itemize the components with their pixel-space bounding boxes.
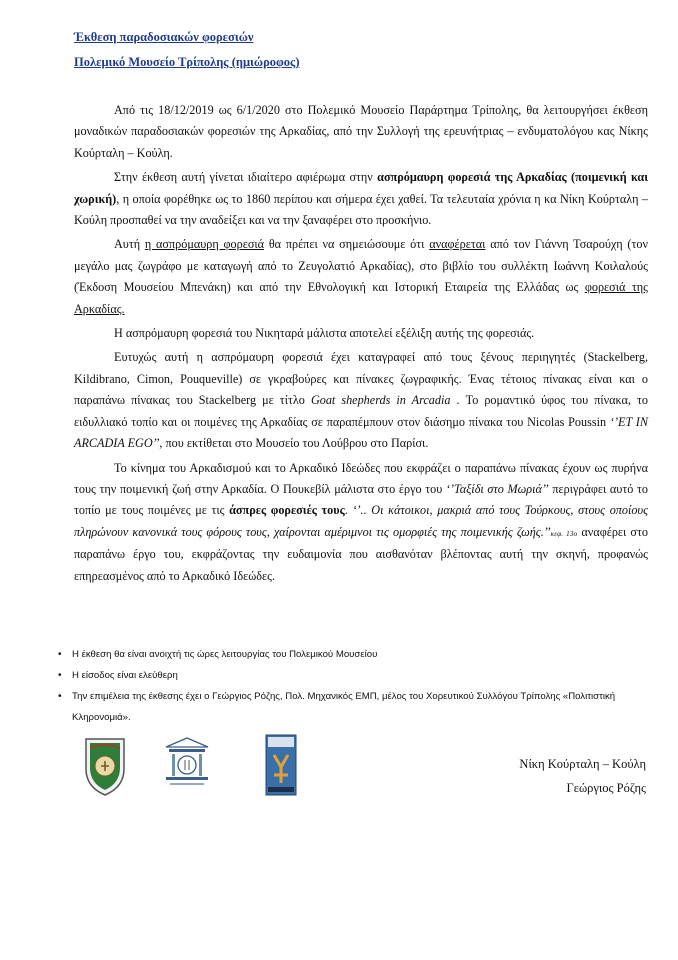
text-run: Το κίνημα του Αρκαδισμού και το Αρκαδικό Ιδεώδες που εκφράζει ο παραπάνω πίνακας έχουν ως πυρήνα τους την ποιμενική ζωή στην Αρκαδία. Ο Πουκεβίλ μάλιστα στο έργο του [74, 460, 648, 496]
logo-row [80, 733, 320, 797]
book-title: ‘’Ταξίδι στο Μωριά’’ [445, 481, 549, 496]
text-run: , η οποία φορέθηκε ως το 1860 περίπου και σήμερα έχει χαθεί. Τα τελευταία χρόνια η κα Νίκη Κούρταλη – Κούλη προσπαθεί να την αναδείξει και να την ξαναφέρει στο προσκήνιο. [74, 191, 648, 228]
paragraph-6 [74, 458, 648, 587]
painting-title: Goat shepherds in Arcadia [310, 393, 451, 408]
text-run: . [344, 503, 353, 518]
association-emblem [86, 739, 124, 795]
info-bullet-list [58, 644, 648, 728]
list-item: • Η έκθεση θα είναι ανοιχτή τις ώρες λειτουργίας του Πολεμικού Μουσείου [58, 644, 648, 665]
text-run: Ευτυχώς αυτή η ασπρόμαυρη φορεσιά έχει καταγραφεί από τους ξένους περιηγητές (Stackelberg, Kildibrano, Cimon, Pouqueville) σε γκραβούρες και πίνακες ζωγραφικής. Ένας τέτοιος πίνακας είναι και ο παραπάνω πίνακας του Stackelberg με τίτλο [74, 350, 648, 408]
list-item: • Η είσοδος είναι ελεύθερη [58, 665, 648, 686]
text-run: αναφέρει στο παραπάνω έργο του, εκφράζοντας την ευδαιμονία που αισθανόταν βλέποντας αυτή την σκηνή, προφανώς επηρεασμένος από το Αρκαδικό Ιδεώδες. [74, 524, 648, 583]
paragraph-1: Από τις 18/12/2019 ως 6/1/2020 στο Πολεμικό Μουσείο Παράρτημα Τρίπολης, θα λειτουργήσει έκθεση μοναδικών παραδοσιακών φορεσιών της Αρκαδίας, από την Συλλογή της ερευνήτριας – ενδυματολόγου κας Νίκης Κούρταλη – Κούλη. [74, 103, 648, 160]
text-run: θα πρέπει να σημειώσουμε ότι [264, 237, 430, 252]
paragraph-4: Η ασπρόμαυρη φορεσιά του Νικηταρά μάλιστα αποτελεί εξέλιξη αυτής της φορεσιάς. [114, 326, 535, 341]
underlined-text: η ασπρόμαυρη φορεσιά [144, 237, 265, 252]
document-title: Έκθεση παραδοσιακών φορεσιών [74, 30, 254, 44]
museum-logo [166, 738, 208, 785]
signature-name: Νίκη Κούρταλη – Κούλη [519, 757, 646, 771]
painting-title: ‘’ET IN ARCADIA EGO’’ [74, 414, 648, 451]
text-run: περιγράφει αυτό το τοπίο με τους ποιμένες με τις [74, 481, 648, 518]
underlined-text: αναφέρεται [429, 237, 486, 252]
text-run: Στην έκθεση αυτή γίνεται ιδιαίτερο αφιέρωμα στην [114, 170, 378, 185]
text-run: , που εκτίθεται στο Μουσείο του Λούβρου στο Παρίσι. [159, 436, 429, 451]
text-run: . Το ρομαντικό ύφος του πίνακα, το ειδυλλιακό τοπίο και οι ποιμένες της Αρκαδίας σε παραπέμπουν στον διάσημο πίνακα του Nicolas Poussin [74, 393, 649, 429]
text-run: από τον Γιάννη Τσαρούχη (τον μεγάλο μας ζωγράφο με καταγωγή από το Ζευγολατιό Αρκαδίας), στο βιβλίο του συλλέκτη Ιωάννη Κοιλαλούς (Έκδοση Μουσείου Μπενάκη) και από την Εθνολογική και Ιστορική Εταιρεία της Ελλάδας ως [74, 237, 648, 295]
text-run: Αυτή [114, 237, 145, 252]
document-subtitle: Πολεμικό Μουσείο Τρίπολης (ημιώροφος) [74, 55, 300, 69]
paragraph-2 [74, 167, 648, 231]
book-cover-thumbnail [266, 735, 296, 795]
underlined-text: φορεσιά της Αρκαδίας. [74, 280, 648, 316]
paragraph-5 [74, 347, 648, 454]
paragraph-3 [74, 234, 648, 320]
document-body [74, 100, 648, 590]
signature-block [519, 752, 646, 800]
list-item: • Την επιμέλεια της έκθεσης έχει ο Γεώργιος Ρόζης, Πολ. Μηχανικός ΕΜΠ, μέλος του Χορευτικού Συλλόγου Τρίπολης «Πολιτιστική Κληρονομιά». [58, 686, 648, 728]
quotation: ‘’.. Οι κάτοικοι, μακριά από τους Τούρκους, στους οποίους πληρώνουν κανονικά τους φόρους τους, χαίρονται αμέριμνοι τις ομορφιές της ποιμενικής ζωής.’’ [74, 503, 649, 539]
signature-name: Γεώργιος Ρόζης [566, 781, 646, 795]
bold-text: ασπρόμαυρη φορεσιά της Αρκαδίας (ποιμενική και χωρική) [74, 170, 648, 206]
bold-text: άσπρες φορεσιές τους [229, 503, 345, 518]
chapter-reference: κεφ. 13ο [550, 528, 578, 538]
